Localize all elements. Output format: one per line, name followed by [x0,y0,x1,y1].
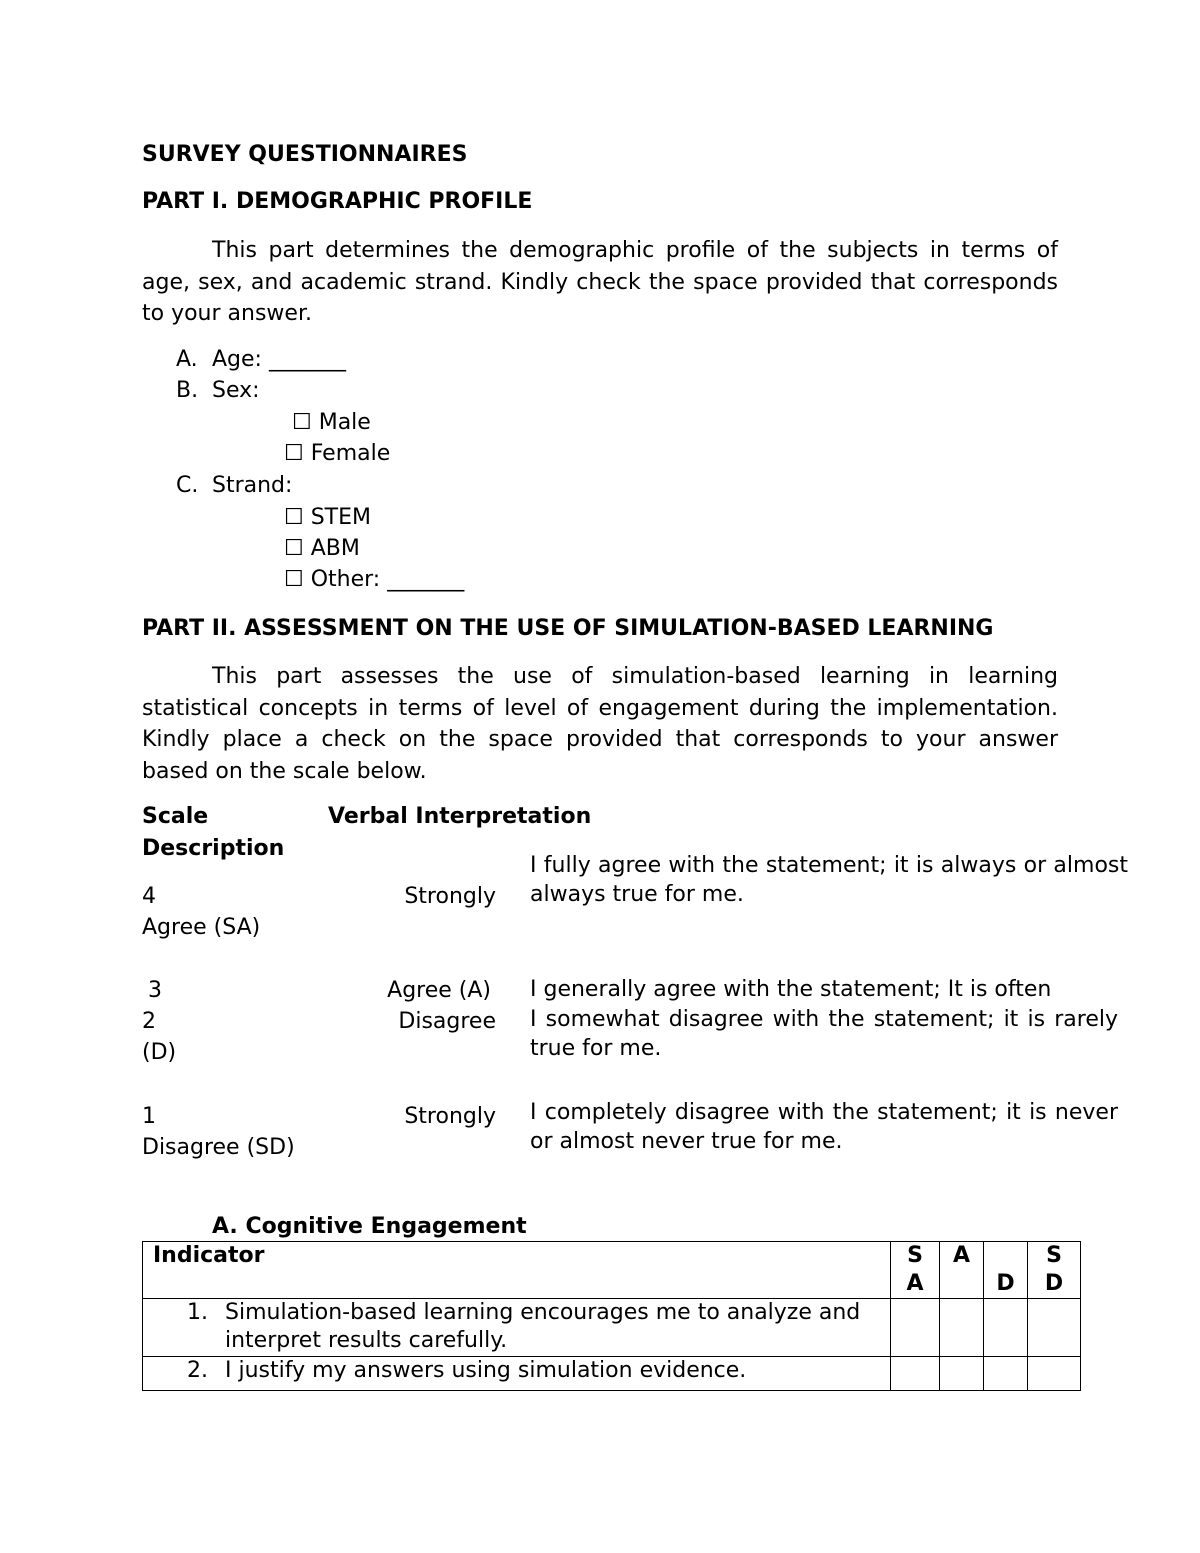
scale-2-label: Disagree [398,1009,496,1034]
check-cell-sd-1[interactable] [1028,1299,1081,1357]
document-title: SURVEY QUESTIONNAIRES [142,142,468,167]
scale-3-number: 3 [148,978,162,1003]
sex-label: Sex: [212,378,260,403]
item-b-label: B. [176,378,199,403]
strand-option-stem[interactable]: ☐ STEM [284,505,372,530]
item-c-label: C. [176,473,199,498]
scale-3-description: I generally agree with the statement; It is often [530,977,1052,1002]
scale-1-number: 1 [142,1104,156,1129]
scale-4-description: I fully agree with the statement; it is always or almost always true for me. [530,853,1128,907]
scale-4-number: 4 [142,884,156,909]
part1-intro: This part determines the demographic profile of the subjects in terms of age, sex, and academic strand. Kindly check the space provided that corresponds to your answer. [142,238,1058,326]
check-cell-sd-2[interactable] [1028,1357,1081,1391]
col-disagree: D [984,1242,1028,1299]
indicator-1: 1. Simulation-based learning encourages me to analyze and interpret results carefully. [143,1299,891,1357]
item-a-label: A. [176,347,198,372]
scale-2-number: 2 [142,1009,156,1034]
check-cell-sa-1[interactable] [891,1299,940,1357]
scale-4-label: Strongly [404,884,496,909]
scale-2-description: I somewhat disagree with the statement; it is rarely true for me. [530,1007,1118,1061]
col-strongly-disagree: S D [1028,1242,1081,1299]
scale-3-label: Agree (A) [387,978,491,1003]
col-strongly-agree: S A [891,1242,940,1299]
strand-option-other[interactable]: ☐ Other: _______ [284,567,465,592]
age-field[interactable]: Age: _______ [212,347,346,372]
scale-4-label-cont: Agree (SA) [142,915,261,940]
sex-option-female[interactable]: ☐ Female [284,441,391,466]
cognitive-engagement-table [142,1241,1081,1391]
description-header: Description [142,836,285,861]
verbal-interpretation-header: Verbal Interpretation [328,804,592,829]
check-cell-sa-2[interactable] [891,1357,940,1391]
table-row [143,1299,1081,1357]
col-agree: A [940,1242,984,1299]
scale-1-label: Strongly [404,1104,496,1129]
scale-header: Scale [142,804,209,829]
table-header-row [143,1242,1081,1299]
indicator-2: 2. I justify my answers using simulation evidence. [143,1357,891,1391]
part2-intro: This part assesses the use of simulation-based learning in learning statistical concepts in terms of level of engagement during the implementation. Kindly place a check on the space provided that corresponds to your answer based on the scale below. [142,664,1058,784]
scale-1-description: I completely disagree with the statement; it is never or almost never true for me. [530,1100,1118,1154]
scale-1-label-cont: Disagree (SD) [142,1135,295,1160]
scale-2-label-cont: (D) [142,1040,177,1065]
part1-heading: PART I. DEMOGRAPHIC PROFILE [142,189,533,214]
sex-option-male[interactable]: ☐ Male [292,410,371,435]
indicator-header: Indicator [143,1242,891,1299]
table-row [143,1357,1081,1391]
check-cell-d-2[interactable] [984,1357,1028,1391]
cognitive-engagement-heading: A. Cognitive Engagement [212,1214,527,1239]
strand-label: Strand: [212,473,293,498]
check-cell-a-2[interactable] [940,1357,984,1391]
part2-heading: PART II. ASSESSMENT ON THE USE OF SIMULATION-BASED LEARNING [142,616,994,641]
check-cell-d-1[interactable] [984,1299,1028,1357]
check-cell-a-1[interactable] [940,1299,984,1357]
strand-option-abm[interactable]: ☐ ABM [284,536,360,561]
